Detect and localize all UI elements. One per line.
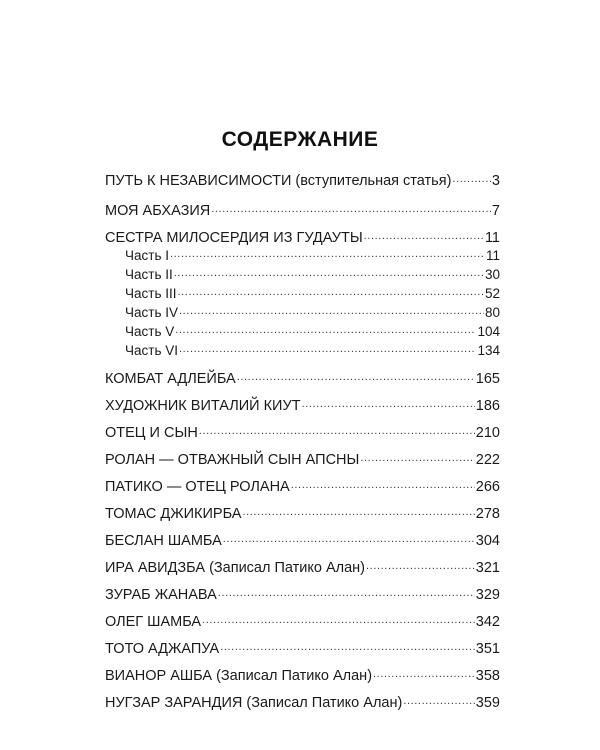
toc-entry	[105, 368, 500, 387]
dot-leader	[179, 341, 476, 355]
toc-subentry-title: Часть II	[125, 266, 173, 282]
toc-subentry	[125, 322, 500, 339]
toc-entry-title: ОТЕЦ И СЫН	[105, 424, 198, 441]
dot-leader	[364, 227, 484, 242]
dot-leader	[177, 284, 483, 298]
toc-entry	[105, 530, 500, 549]
toc-subentry	[125, 303, 500, 320]
toc-entry-page: 304	[475, 532, 500, 549]
dot-leader	[223, 530, 475, 545]
toc-subentry-page: 11	[485, 247, 500, 263]
toc-entry-title: РОЛАН — ОТВАЖНЫЙ СЫН АПСНЫ	[105, 451, 360, 468]
toc-entry-title: ОЛЕГ ШАМБА	[105, 613, 202, 630]
page-title: СОДЕРЖАНИЕ	[221, 128, 379, 151]
toc-subentry-title: Часть III	[125, 285, 177, 301]
dot-leader	[220, 638, 475, 653]
toc-subentry	[125, 246, 500, 263]
toc-entry-title: ПАТИКО — ОТЕЦ РОЛАНА	[105, 478, 290, 495]
dot-leader	[302, 395, 475, 410]
toc-entry-page: 165	[475, 370, 500, 387]
toc-entry-title: КОМБАТ АДЛЕЙБА	[105, 370, 236, 387]
toc-entry	[105, 170, 500, 189]
dot-leader	[366, 557, 475, 572]
toc-entry-page: 329	[475, 586, 500, 603]
toc-entry	[105, 611, 500, 630]
toc-entry-page: 351	[475, 640, 500, 657]
toc-entry-title: ИРА АВИДЗБА (Записал Патико Алан)	[105, 559, 366, 576]
toc-subentry-page: 104	[477, 323, 500, 339]
dot-leader	[291, 476, 475, 491]
toc-entry-page: 186	[475, 397, 500, 414]
toc-subentry-page: 30	[484, 266, 500, 282]
toc-entry	[105, 200, 500, 219]
dot-leader	[237, 368, 475, 383]
toc-entry	[105, 584, 500, 603]
toc-entry	[105, 692, 500, 711]
dot-leader	[211, 200, 491, 215]
dot-leader	[175, 322, 476, 336]
toc-entry	[105, 665, 500, 684]
toc-entry-page: 321	[475, 559, 500, 576]
toc-entry-page: 342	[475, 613, 500, 630]
toc-entry-title: ТОМАС ДЖИКИРБА	[105, 505, 242, 522]
toc-entry	[105, 503, 500, 522]
toc-entry	[105, 449, 500, 468]
toc-entry-title: ХУДОЖНИК ВИТАЛИЙ КИУТ	[105, 397, 301, 414]
toc-entry-page: 278	[475, 505, 500, 522]
toc-entry	[105, 227, 500, 246]
toc-entry-title: ТОТО АДЖАПУА	[105, 640, 220, 657]
toc-entry	[105, 476, 500, 495]
dot-leader	[360, 449, 474, 464]
toc-subentry-page: 52	[484, 285, 500, 301]
dot-leader	[174, 265, 484, 279]
toc-entry-title: СЕСТРА МИЛОСЕРДИЯ ИЗ ГУДАУТЫ	[105, 229, 363, 246]
toc-entry-page: 11	[484, 229, 500, 246]
dot-leader	[218, 584, 475, 599]
dot-leader	[202, 611, 475, 626]
dot-leader	[179, 303, 484, 317]
toc-subentry	[125, 341, 500, 358]
toc-entry-page: 3	[491, 172, 500, 189]
toc-entry	[105, 422, 500, 441]
toc-subentry-title: Часть VI	[125, 342, 178, 358]
toc-entry-page: 210	[475, 424, 500, 441]
toc-entry	[105, 395, 500, 414]
toc-subentry-title: Часть I	[125, 247, 169, 263]
toc-entry-page: 358	[475, 667, 500, 684]
dot-leader	[199, 422, 475, 437]
toc-entry	[105, 638, 500, 657]
toc-entry-page: 222	[475, 451, 500, 468]
toc-entry-page: 266	[475, 478, 500, 495]
toc-entry-title: ЗУРАБ ЖАНАВА	[105, 586, 217, 603]
toc-entry-title: НУГЗАР ЗАРАНДИЯ (Записал Патико Алан)	[105, 694, 403, 711]
toc-entry-page: 359	[475, 694, 500, 711]
dot-leader	[373, 665, 475, 680]
toc-subentry-page: 134	[477, 342, 500, 358]
toc-subentry-title: Часть IV	[125, 304, 178, 320]
dot-leader	[403, 692, 474, 707]
toc-entry	[105, 557, 500, 576]
toc-subentry-page: 80	[484, 304, 500, 320]
toc-entry-title: БЕСЛАН ШАМБА	[105, 532, 222, 549]
dot-leader	[242, 503, 474, 518]
toc-entry-title: МОЯ АБХАЗИЯ	[105, 202, 211, 219]
dot-leader	[452, 170, 491, 185]
dot-leader	[170, 246, 485, 260]
toc-entry-page: 7	[491, 202, 500, 219]
toc-subentry	[125, 265, 500, 282]
toc-subentry	[125, 284, 500, 301]
toc-subentry-title: Часть V	[125, 323, 175, 339]
toc-entry-title: ВИАНОР АШБА (Записал Патико Алан)	[105, 667, 373, 684]
toc-entry-title: ПУТЬ К НЕЗАВИСИМОСТИ (вступительная статья)	[105, 172, 452, 189]
